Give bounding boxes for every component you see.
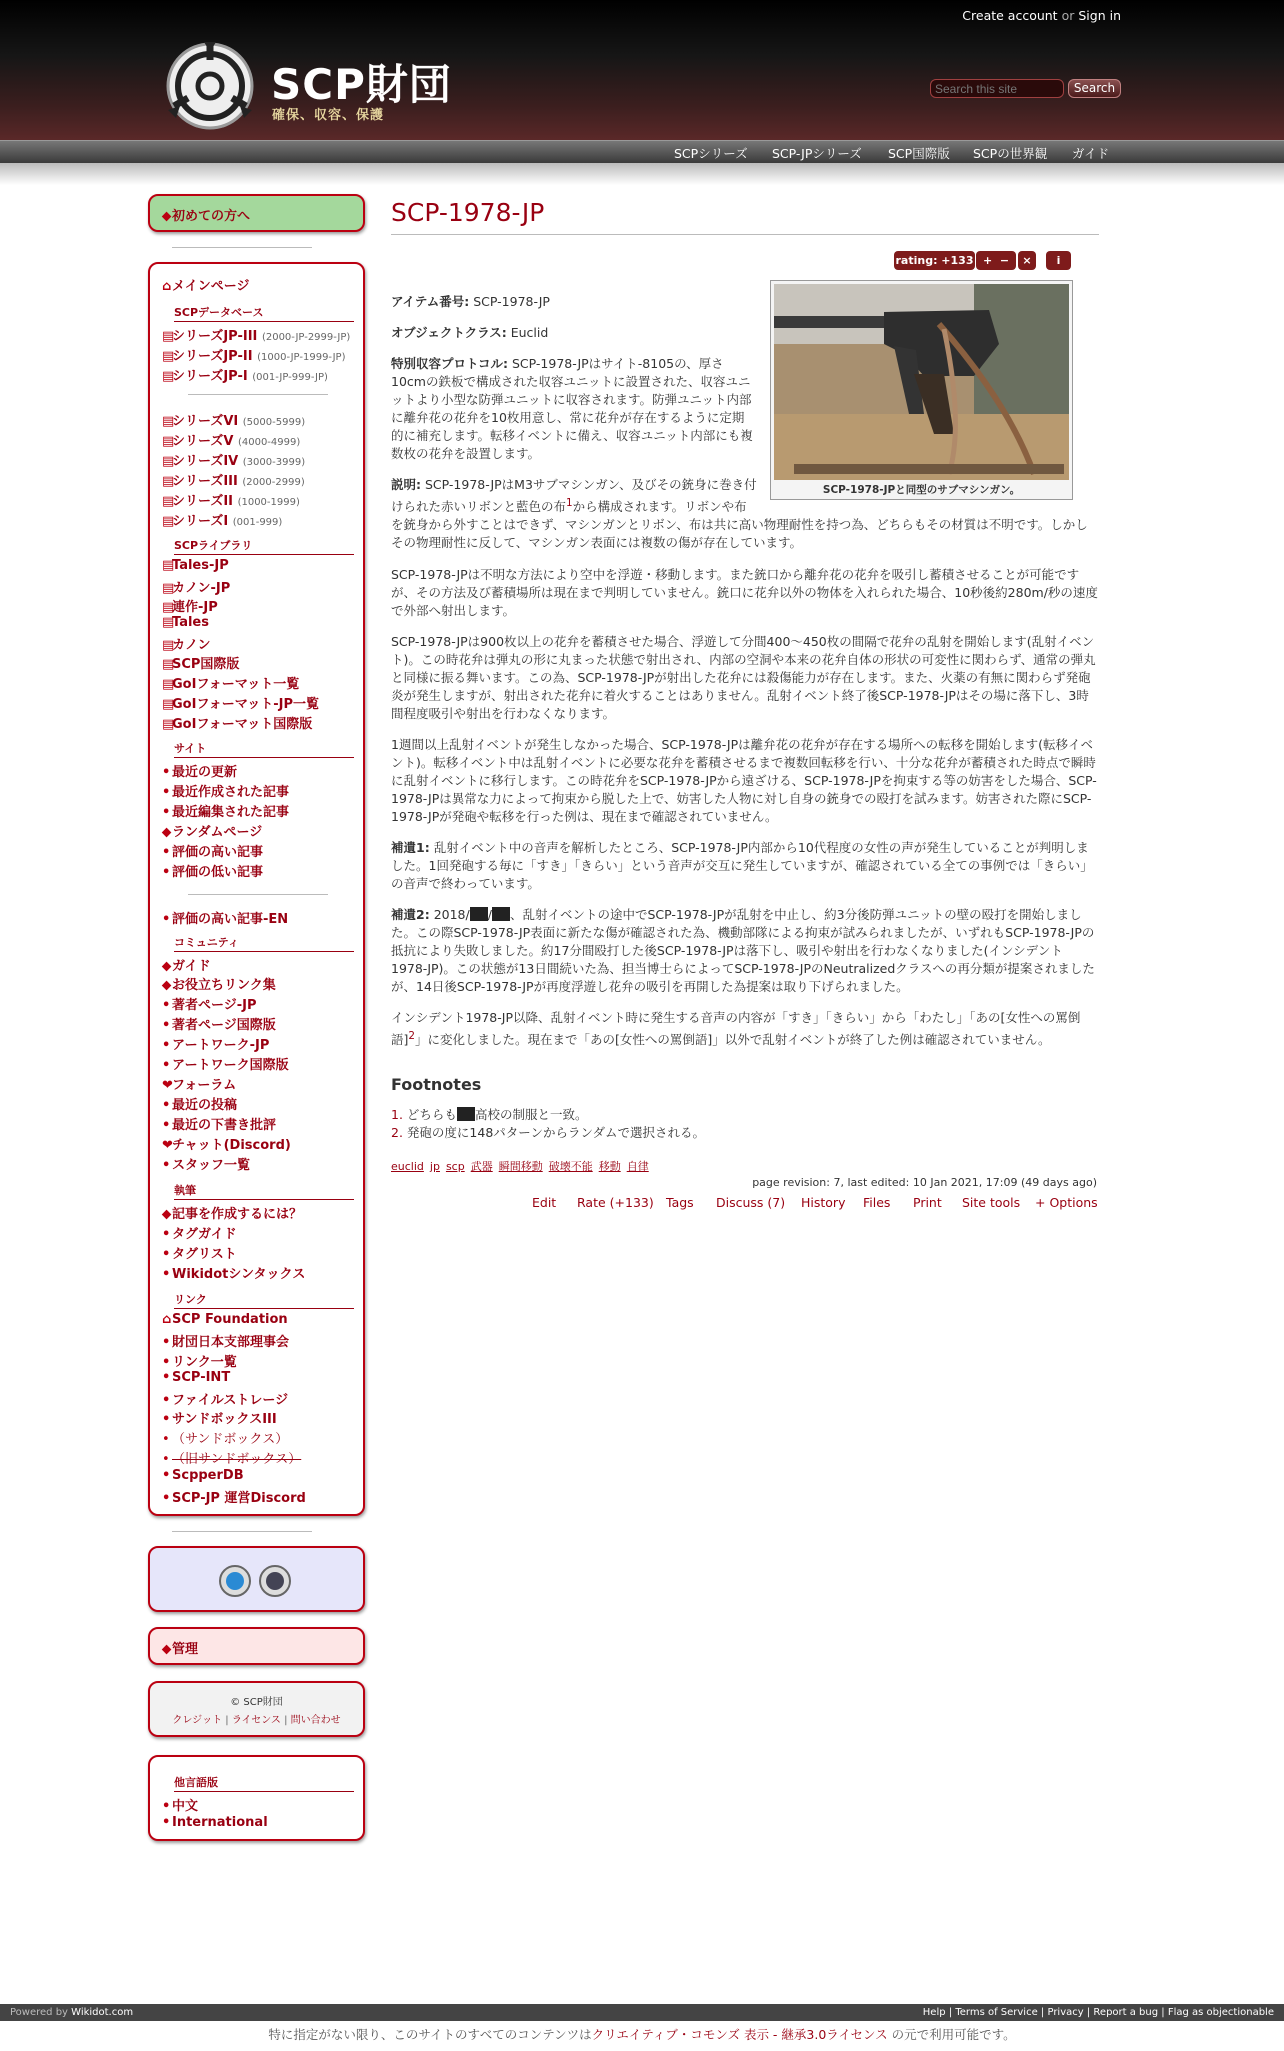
footnote-1: 1. どちらも 高校の制服と一致。 <box>391 1107 588 1122</box>
sidebar-item-top-rated[interactable]: • 評価の高い記事 <box>162 845 264 860</box>
sidebar-item-goi-formats-jp[interactable]: ▤GoIフォーマット-JP一覧 <box>162 697 320 712</box>
paragraph-8: インシデント1978-JP以降、乱射イベント時に発生する音声の内容が「すき」「きらい」から「わたし」「あの[女性への罵倒語]$^2$」に変化しました。現在まで「あの[女性への罵倒語]」以外で乱射イベントが終了した例は確認されていません。 <box>391 1010 1081 1048</box>
bullet-icon: • <box>162 1098 171 1113</box>
sidebar-item-series-5[interactable]: ▤シリーズV (4000-4999) <box>162 434 301 449</box>
terms-link[interactable]: Terms of Service <box>955 2007 1038 2018</box>
login-status <box>962 8 1121 23</box>
doc-icon: ▤ <box>162 329 175 344</box>
history-button[interactable]: History <box>801 1195 846 1210</box>
section-heading: 執筆 <box>174 1182 354 1200</box>
bullet-icon: • <box>162 1412 171 1427</box>
twitter-icon[interactable] <box>218 1564 252 1598</box>
sidebar-item-forum[interactable]: ❤フォーラム <box>162 1078 237 1093</box>
sidebar-item-tag-list[interactable]: • タグリスト <box>162 1247 237 1262</box>
admin-link[interactable]: ⬥管理 <box>162 1642 199 1657</box>
bullet-icon: • <box>162 1355 171 1370</box>
social-box <box>148 1546 365 1612</box>
bullet-icon: • <box>162 845 171 860</box>
rating-module <box>894 251 1071 270</box>
image-caption: SCP-1978-JPと同型のサブマシンガン。 <box>822 484 1021 496</box>
rate-cancel-button[interactable]: × <box>1018 251 1036 270</box>
tag-link[interactable]: 破壊不能 <box>548 1160 593 1173</box>
more-options-button[interactable]: + Options <box>1035 1195 1098 1210</box>
page-tags <box>391 1158 655 1174</box>
doc-icon: ▤ <box>162 638 175 653</box>
divider <box>172 1531 312 1532</box>
guide-icon: ⬥ <box>162 1207 172 1222</box>
print-button[interactable]: Print <box>913 1195 942 1210</box>
rate-button[interactable]: Rate (+133) <box>577 1195 654 1210</box>
credits-row: クレジット | ライセンス | 問い合わせ <box>172 1715 341 1726</box>
sidebar-item-series-jp-2[interactable]: ▤シリーズJP-II (1000-JP-1999-JP) <box>162 349 346 364</box>
sidebar-item-canon-jp[interactable]: ▤カノン-JP <box>162 581 231 596</box>
doc-icon: ▤ <box>162 369 175 384</box>
section-heading: 他言語版 <box>174 1774 354 1792</box>
guide-icon: ⬥ <box>162 959 172 974</box>
sidebar-item-scp-foundation[interactable]: ⌂SCP Foundation <box>162 1312 288 1327</box>
divider <box>172 247 312 248</box>
sidebar-item-goi-formats-int[interactable]: ▤GoIフォーマット国際版 <box>162 717 313 732</box>
languages-box <box>148 1755 365 1841</box>
flag-link[interactable]: Flag as objectionable <box>1167 2007 1274 2018</box>
sidebar-item-series-jp-3[interactable]: ▤シリーズJP-III (2000-JP-2999-JP) <box>162 329 351 344</box>
sidebar-item-sandbox[interactable]: • （サンドボックス） <box>162 1432 289 1447</box>
help-link[interactable]: Help <box>922 2007 946 2018</box>
header-shadow <box>0 163 1284 185</box>
files-button[interactable]: Files <box>863 1195 891 1210</box>
sidebar-item-series-jp-1[interactable]: ▤シリーズJP-I (001-JP-999-JP) <box>162 369 328 384</box>
sidebar-item-goi-formats[interactable]: ▤GoIフォーマット一覧 <box>162 677 300 692</box>
item-number: アイテム番号: SCP-1978-JP <box>391 294 550 309</box>
chat-icon: ❤ <box>162 1138 173 1153</box>
sidebar-item-recent-posts[interactable]: • 最近の投稿 <box>162 1098 238 1113</box>
doc-icon: ▤ <box>162 581 175 596</box>
sidebar-item-artwork-jp[interactable]: • アートワーク-JP <box>162 1038 270 1053</box>
paragraph-4: SCP-1978-JPは900枚以上の花弁を蓄積させた場合、浮遊して分間400～450枚の間隔で花弁の乱射を開始します(乱射イベント)。この時花弁は弾丸の形に丸まった状態で射出され、内部の空洞や本来の花弁自体の形状の可変性に関わらず、通常の弾丸と同様に振る舞います。この為、SCP-1978-JPが射出した花弁には殺傷能力が存在します。また、火薬の有無に関わらず発砲炎が発生しますが、射出された花弁に着火することはありません。乱射イベント終了後SCP-1978-JPはその場に落下し、3時間程度吸引や射出を行わなくなります。 <box>391 634 1096 721</box>
sidebar-item-top-rated-en[interactable]: • 評価の高い記事-EN <box>162 912 289 927</box>
containment-procedures: 特別収容プロトコル: SCP-1978-JPはサイト-8105の、厚さ10cmの鉄板で構成された収容ユニットに設置された、収容ユニットより小型な防弾ユニットに収容されます。防弾ユニット内部に離弁花の花弁を10枚用意し、常に花弁が存在するように定期的に補充します。転移イベントに備え、収容ユニット内部にも複数枚の花弁を設置します。 <box>391 356 753 461</box>
rating-value: rating: +133 <box>894 251 975 270</box>
admin-box <box>148 1627 365 1665</box>
redaction-block <box>470 907 488 921</box>
lang-chinese-link[interactable]: • 中文 <box>162 1799 199 1814</box>
main-page-link[interactable]: ⌂メインページ <box>162 279 250 294</box>
bullet-icon: • <box>162 998 171 1013</box>
bullet-icon: • <box>162 1118 171 1133</box>
doc-icon: ▤ <box>162 600 175 615</box>
home-icon: ⌂ <box>162 279 172 294</box>
page-revision-info: page revision: 7, last edited: 10 Jan 2021, 17:09 (49 days ago) <box>752 1176 1097 1189</box>
doc-icon: ▤ <box>162 697 175 712</box>
sidebar-item-series-2[interactable]: ▤シリーズII (1000-1999) <box>162 494 300 509</box>
rate-buttons <box>976 251 1016 270</box>
license-link[interactable]: ライセンス <box>231 1715 281 1726</box>
addendum-1: 補遺1: 乱射イベント中の音声を解析したところ、SCP-1978-JP内部から10代程度の女性の声が発生していることが判明しました。1回発砲する毎に「すき」「きらい」という音声が交互に発生していますが、確認されている全ての事例では「きらい」の音声で終わっています。 <box>391 840 1093 891</box>
bullet-icon: • <box>162 912 171 927</box>
diamond-icon: ⬥ <box>162 1642 172 1657</box>
tag-link[interactable]: scp <box>445 1160 465 1173</box>
sidebar-item-useful-links[interactable]: ⬥お役立ちリンク集 <box>162 978 276 993</box>
nav-scp-series[interactable]: SCPシリーズ <box>674 146 748 161</box>
section-heading: SCPライブラリ <box>174 537 354 555</box>
bullet-icon: • <box>162 1468 171 1483</box>
sidebar-item-file-storage[interactable]: • ファイルストレージ <box>162 1393 289 1408</box>
image-block <box>770 280 1073 500</box>
bullet-icon: • <box>162 1370 171 1385</box>
search-button[interactable]: Search <box>1068 79 1121 98</box>
create-account-link[interactable]: Create account <box>962 8 1058 23</box>
search-input[interactable] <box>930 79 1064 98</box>
rate-up-button[interactable]: + <box>982 254 993 267</box>
doc-icon: ▤ <box>162 717 175 732</box>
paragraph-5: 1週間以上乱射イベントが発生しなかった場合、SCP-1978-JPは離弁花の花弁が存在する場所への転移を開始します(転移イベント)。転移イベント中は乱射イベントに必要な花弁を蓄積させるまで複数回転移を行い、十分な花弁が蓄積された時点で瞬時に乱射イベントに移行します。この時花弁をSCP-1978-JPから遠ざける、SCP-1978-JPを拘束する等の妨害をした場合、SCP-1978-JPは異常な力によって拘束から脱した上で、妨害した人物に対し自身の銃身での殴打を試みます。妨害された際にSCP-1978-JPが発砲や転移を行った例は、現在まで確認されていません。 <box>391 737 1097 824</box>
sidebar-item-sandbox-3[interactable]: • サンドボックスIII <box>162 1412 277 1427</box>
tag-link[interactable]: 自律 <box>626 1160 649 1173</box>
sidebar-item-series-6[interactable]: ▤シリーズVI (5000-5999) <box>162 414 306 429</box>
nav-guide[interactable]: ガイド <box>1072 146 1110 161</box>
bullet-icon: • <box>162 865 171 880</box>
sidebar-item-series-1[interactable]: ▤シリーズI (001-999) <box>162 514 283 529</box>
tag-link[interactable]: 移動 <box>598 1160 621 1173</box>
float-spacer <box>759 476 1099 498</box>
page-title: SCP-1978-JP <box>391 198 545 227</box>
info-button[interactable]: i <box>1046 251 1071 270</box>
nav-scp-universe[interactable]: SCPの世界観 <box>973 146 1048 161</box>
sidebar-item-tales-jp[interactable]: ▤Tales-JP <box>162 558 229 573</box>
bullet-icon: • <box>162 1432 170 1447</box>
doc-icon: ▤ <box>162 454 175 469</box>
sidebar-item-author-pages-jp[interactable]: • 著者ページ-JP <box>162 998 257 1013</box>
footnote-ref-1[interactable]: 1 <box>566 497 573 509</box>
divider <box>188 394 328 395</box>
title-divider <box>391 234 1099 235</box>
discuss-button[interactable]: Discuss (7) <box>716 1195 786 1210</box>
random-icon: ⬥ <box>162 825 172 840</box>
description: 説明: SCP-1978-JPはM3サブマシンガン、及びその銃身に巻き付けられた赤いリボンと藍色の布$^1$から構成されます。リボンや布を銃身から外すことはできず、マシンガンとリボン、布は共に高い物理耐性を持つ為、どちらもその材質は不明です。しかしその物理耐性に反して、マシンガン表面には複数の傷が存在しています。 <box>391 476 1099 552</box>
sidebar-item-chat-discord[interactable]: ❤チャット(Discord) <box>162 1138 291 1153</box>
sign-in-link[interactable]: Sign in <box>1078 8 1121 23</box>
tag-link[interactable]: 武器 <box>470 1160 493 1173</box>
cc-license-link[interactable]: クリエイティブ・コモンズ 表示 - 継承3.0ライセンス <box>591 2027 888 2042</box>
sidebar-item-canon[interactable]: ▤カノン <box>162 638 211 653</box>
footer-links: Help | Terms of Service | Privacy | Report a bug | Flag as objectionable <box>922 2007 1274 2018</box>
doc-icon: ▤ <box>162 494 175 509</box>
sidebar-item-recent-changes[interactable]: • 最近の更新 <box>162 765 238 780</box>
edit-button[interactable]: Edit <box>532 1195 557 1210</box>
guide-icon: ⬥ <box>162 978 172 993</box>
bullet-icon: • <box>162 1799 171 1814</box>
discord-icon[interactable] <box>258 1564 292 1598</box>
bullet-icon: • <box>162 1058 171 1073</box>
doc-icon: ▤ <box>162 514 175 529</box>
doc-icon: ▤ <box>162 414 175 429</box>
paragraph-3: SCP-1978-JPは不明な方法により空中を浮遊・移動します。また銃口から離弁花の花弁を吸引し蓄積させることが可能ですが、その方法及び蓄積場所は現在まで判明していません。銃口に花弁以外の物体を入れられた場合、10秒後約280m/秒の速度で外部へ射出します。 <box>391 567 1098 618</box>
site-tools-button[interactable]: Site tools <box>962 1195 1021 1210</box>
wikidot-link[interactable]: Wikidot.com <box>71 2007 134 2018</box>
doc-icon: ▤ <box>162 558 175 573</box>
section-heading: サイト <box>174 740 354 758</box>
bullet-icon: • <box>162 1267 171 1282</box>
section-heading: コミュニティ <box>174 934 354 952</box>
copyright-box <box>148 1681 365 1737</box>
tag-link[interactable]: jp <box>429 1160 440 1173</box>
sidebar-item-jp-discord[interactable]: • SCP-JP 運営Discord <box>162 1491 306 1506</box>
doc-icon: ▤ <box>162 677 175 692</box>
sidebar-item-guide[interactable]: ⬥ガイド <box>162 959 211 974</box>
scp-logo-icon[interactable] <box>164 40 256 132</box>
doc-icon: ▤ <box>162 474 175 489</box>
site-name[interactable]: SCP財団 <box>271 60 452 109</box>
sidebar-item-series-3[interactable]: ▤シリーズIII (2000-2999) <box>162 474 305 489</box>
privacy-link[interactable]: Privacy <box>1047 2007 1084 2018</box>
sidebar-item-author-pages-int[interactable]: • 著者ページ国際版 <box>162 1018 276 1033</box>
bullet-icon: • <box>162 1393 171 1408</box>
doc-icon: ▤ <box>162 434 175 449</box>
tag-link[interactable]: 瞬間移動 <box>498 1160 543 1173</box>
sidebar-item-link-list[interactable]: • リンク一覧 <box>162 1355 237 1370</box>
doc-icon: ▤ <box>162 657 175 672</box>
sidebar-item-random-page[interactable]: ⬥ランダムページ <box>162 825 263 840</box>
tags-button[interactable]: Tags <box>666 1195 694 1210</box>
bullet-icon: • <box>162 1452 170 1467</box>
bullet-icon: • <box>162 1247 171 1262</box>
sidebar-item-tales[interactable]: ▤Tales <box>162 615 209 630</box>
site-header <box>0 0 1284 140</box>
sidebar-item-staff-list[interactable]: • スタッフ一覧 <box>162 1158 251 1173</box>
doc-icon: ▤ <box>162 615 175 630</box>
sidebar-item-tag-guide[interactable]: • タグガイド <box>162 1227 237 1242</box>
sidebar-item-scp-int[interactable]: • SCP-INT <box>162 1370 231 1385</box>
sidebar-item-series-works-jp[interactable]: ▤連作-JP <box>162 600 218 615</box>
contact-link[interactable]: 問い合わせ <box>290 1715 341 1726</box>
sidebar-item-artwork-int[interactable]: • アートワーク国際版 <box>162 1058 289 1073</box>
object-class: オブジェクトクラス: Euclid <box>391 325 549 340</box>
bullet-icon: • <box>162 765 171 780</box>
sidebar-menu <box>148 262 365 1516</box>
bullet-icon: • <box>162 1491 171 1506</box>
submachine-gun-image <box>774 284 1069 480</box>
site-tagline: 確保、収容、保護 <box>272 108 385 123</box>
section-heading: SCPデータベース <box>174 304 354 322</box>
diamond-icon: ⬥ <box>162 209 172 224</box>
sidebar-item-jp-board[interactable]: • 財団日本支部理事会 <box>162 1335 290 1350</box>
bullet-icon: • <box>162 805 171 820</box>
bullet-icon: • <box>162 785 171 800</box>
credits-link[interactable]: クレジット <box>172 1715 223 1726</box>
addendum-2: 補遺2: 2018/ / 、乱射イベントの途中でSCP-1978-JPが乱射を中止し、約3分後防弾ユニットの壁の殴打を開始しました。この際SCP-1978-JP表面に新たな傷が確認された為、機動部隊による拘束が試みられましたが、いずれもSCP-1978-JPの抵抗により失敗しました。約17分間殴打した後SCP-1978-JPは落下し、吸引や射出を行わなくなりました(インシデント1978-JP)。この状態が13日間続いた為、担当博士らによってSCP-1978-JPのNeutralizedクラスへの再分類が提案されましたが、14日後SCP-1978-JPが再度浮遊し花弁の吸引を再開した為提案は取り下げられました。 <box>391 907 1095 994</box>
lang-international-link[interactable]: • International <box>162 1815 268 1830</box>
bullet-icon: • <box>162 1227 171 1242</box>
sidebar-item-scp-international[interactable]: ▤SCP国際版 <box>162 657 240 672</box>
bullet-icon: • <box>162 1335 171 1350</box>
redaction-block <box>492 907 510 921</box>
redaction-block <box>457 1107 475 1121</box>
or-text: or <box>1061 8 1075 23</box>
bullet-icon: • <box>162 1815 171 1830</box>
sidebar-item-wikidot-syntax[interactable]: • Wikidotシンタックス <box>162 1267 306 1282</box>
powered-by: Powered by Wikidot.com <box>10 2007 134 2018</box>
sidebar-item-scpperdb[interactable]: • ScpperDB <box>162 1468 244 1483</box>
sidebar-item-draft-critiques[interactable]: • 最近の下書き批評 <box>162 1118 277 1133</box>
wikidot-footer <box>0 2004 1284 2021</box>
nav-scp-international[interactable]: SCP国際版 <box>888 146 950 161</box>
footnote-backlink-1[interactable]: 1. <box>391 1107 403 1122</box>
home-icon: ⌂ <box>162 1312 172 1327</box>
tag-link[interactable]: euclid <box>391 1160 424 1173</box>
sidebar-item-recently-edited[interactable]: • 最近編集された記事 <box>162 805 290 820</box>
footnote-ref-2[interactable]: 2 <box>408 1030 416 1042</box>
top-nav-bar <box>0 140 1284 163</box>
sidebar-item-old-sandbox[interactable]: • （旧サンドボックス） <box>162 1452 302 1467</box>
sidebar-item-recently-created[interactable]: • 最近作成された記事 <box>162 785 290 800</box>
copyright-text: © SCP財団 <box>230 1697 283 1708</box>
report-bug-link[interactable]: Report a bug <box>1093 2007 1159 2018</box>
forum-icon: ❤ <box>162 1078 173 1093</box>
sidebar-item-lowest-rated[interactable]: • 評価の低い記事 <box>162 865 264 880</box>
sidebar-item-how-to-write[interactable]: ⬥記事を作成するには？ <box>162 1207 303 1222</box>
nav-scp-jp-series[interactable]: SCP-JPシリーズ <box>772 146 862 161</box>
section-heading: リンク <box>174 1291 354 1309</box>
rate-down-button[interactable]: − <box>999 254 1010 267</box>
divider <box>188 894 328 895</box>
footnote-2: 2. 発砲の度に148パターンからランダムで選択される。 <box>391 1125 706 1140</box>
sidebar-item-series-4[interactable]: ▤シリーズIV (3000-3999) <box>162 454 306 469</box>
doc-icon: ▤ <box>162 349 175 364</box>
footnotes-heading: Footnotes <box>391 1075 482 1094</box>
bullet-icon: • <box>162 1038 171 1053</box>
bullet-icon: • <box>162 1158 171 1173</box>
footnote-backlink-2[interactable]: 2. <box>391 1125 403 1140</box>
first-time-box <box>148 194 365 232</box>
license-notice: 特に指定がない限り、このサイトのすべてのコンテンツはクリエイティブ・コモンズ 表示 - 継承3.0ライセンス の元で利用可能です。 <box>268 2027 1016 2042</box>
first-time-link[interactable]: ⬥初めての方へ <box>162 209 251 224</box>
bullet-icon: • <box>162 1018 171 1033</box>
